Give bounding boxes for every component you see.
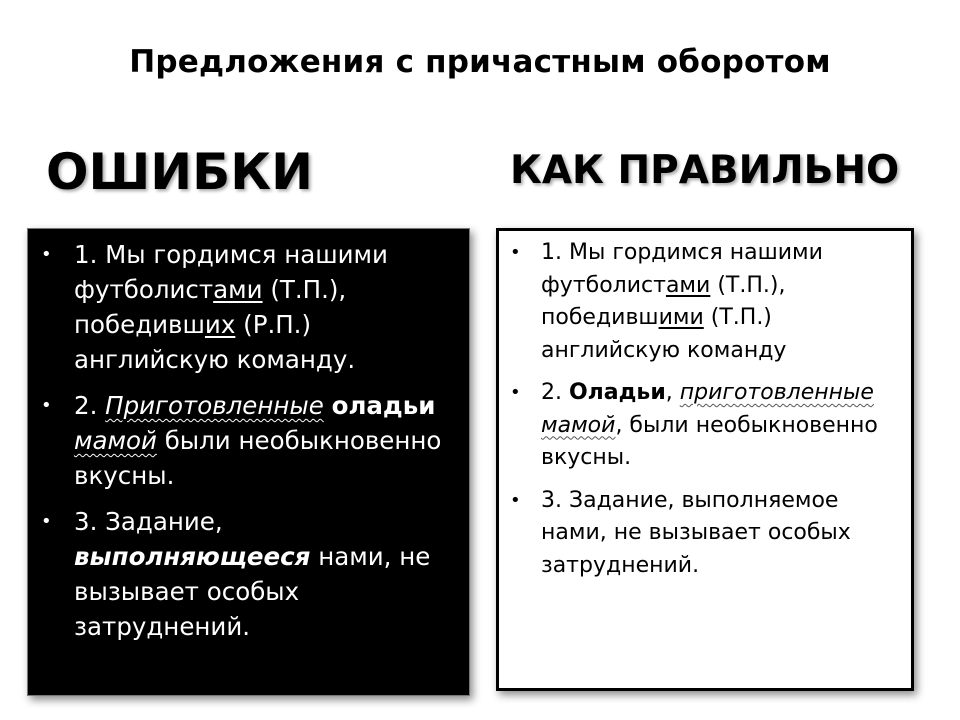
item-text: (Т.П.), победивш [541,272,786,330]
item-text: 2. [74,391,106,420]
item-text [324,391,332,420]
noun-bold: Оладьи [568,380,666,405]
bullet-icon: • [41,511,52,532]
bullet-icon: • [510,382,521,403]
list-item [510,377,901,475]
list-item [41,237,455,377]
bullet-icon: • [510,489,521,511]
ending-underlined: их [204,310,236,339]
correct-list [499,231,911,582]
participle-wavy: приготовленные мамой [541,380,874,438]
item-text: 3. Задание, [74,507,223,536]
ending-underlined: ами [665,272,711,298]
bullet-icon: • [41,244,52,265]
list-item [41,388,455,493]
participle-bold: выполняющееся [74,542,311,571]
correct-panel [496,228,914,691]
item-text: (Т.П.) английскую команду [541,305,787,363]
item-text: 1. Мы гордимся нашими футболист [74,240,388,304]
participle-wavy: мамой [74,426,157,455]
item-text: , [665,380,680,405]
noun-bold: оладьи [331,391,436,420]
item-text: 2. [541,380,569,405]
item-text: 1. Мы гордимся нашими футболист [541,240,823,298]
ending-underlined: ими [658,305,704,330]
list-item [41,504,455,644]
bullet-icon: • [510,242,521,263]
errors-heading: ОШИБКИ [46,143,313,201]
item-text: были необыкновенно вкусны. [74,426,442,490]
item-text: , были необыкновенно вкусны. [541,412,878,470]
item-text: (Т.П.), победивш [74,275,347,339]
item-text: 3. Задание, выполняемое нами, не вызывает особых затруднений. [541,487,851,578]
errors-list [28,229,469,644]
list-item [510,485,901,583]
errors-panel [27,228,470,696]
item-text: (Р.П.) английскую команду. [74,310,356,374]
item-text: нами, не вызывает особых затруднений. [74,542,431,641]
slide-title: Предложения с причастным оборотом [129,44,831,80]
ending-underlined: ами [213,275,263,304]
correct-heading: КАК ПРАВИЛЬНО [510,148,900,193]
participle-wavy: Приготовленные [105,391,324,420]
list-item [510,237,901,367]
bullet-icon: • [41,395,52,416]
